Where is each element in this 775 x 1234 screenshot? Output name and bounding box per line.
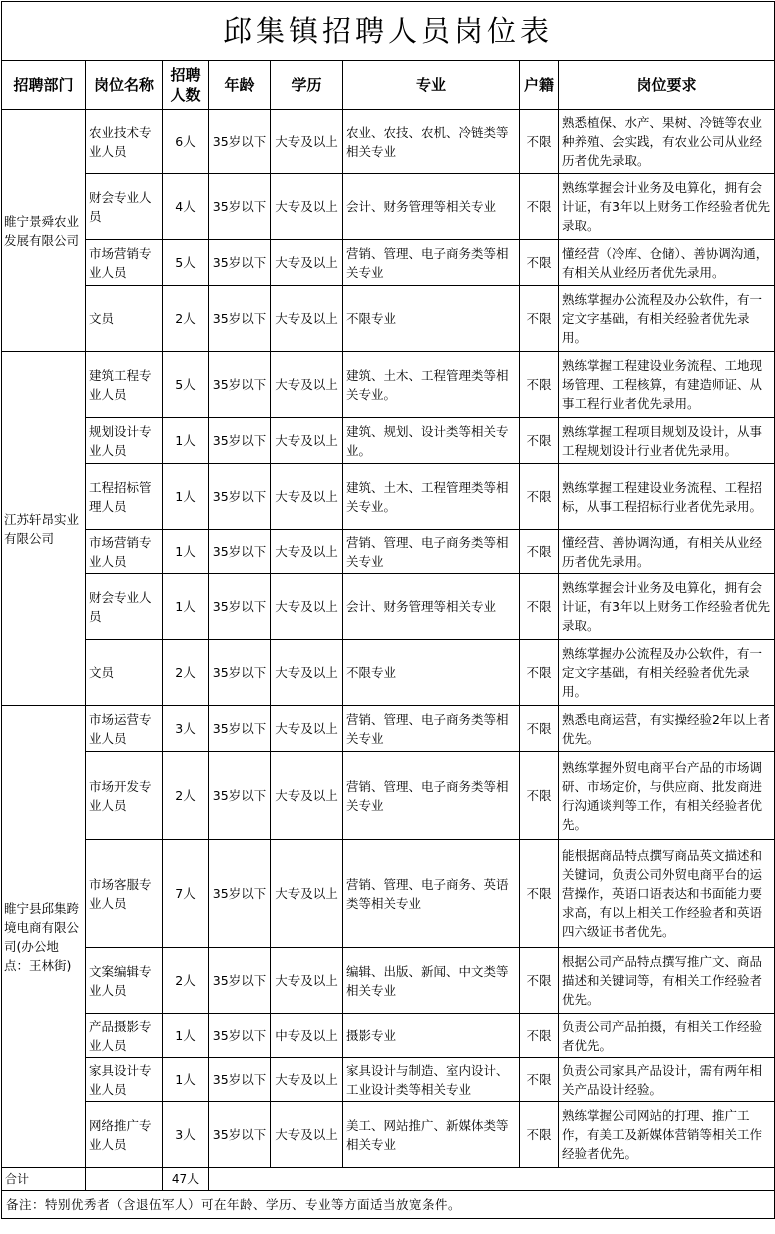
education-cell: 大专及以上 xyxy=(271,1058,343,1102)
count-cell: 2人 xyxy=(163,286,209,352)
count-cell: 3人 xyxy=(163,706,209,752)
count-cell: 6人 xyxy=(163,110,209,174)
requirement-cell: 懂经营（冷库、仓储）、善协调沟通，有相关从业经历者优先录用。 xyxy=(559,240,775,286)
hukou-cell: 不限 xyxy=(520,110,559,174)
requirement-cell: 熟练掌握外贸电商平台产品的市场调研、市场定价，与供应商、批发商进行沟通谈判等工作，有相关经验者优先。 xyxy=(559,752,775,840)
major-cell: 营销、管理、电子商务、英语类等相关专业 xyxy=(343,840,520,948)
hukou-cell: 不限 xyxy=(520,352,559,418)
table-row xyxy=(2,464,775,530)
education-cell: 大专及以上 xyxy=(271,418,343,464)
education-cell: 大专及以上 xyxy=(271,574,343,640)
education-cell: 大专及以上 xyxy=(271,752,343,840)
age-cell: 35岁以下 xyxy=(209,1102,271,1168)
age-cell: 35岁以下 xyxy=(209,352,271,418)
position-cell: 文员 xyxy=(86,286,163,352)
education-cell: 大专及以上 xyxy=(271,840,343,948)
department-name: 江苏轩昂实业有限公司 xyxy=(2,352,86,706)
hukou-cell: 不限 xyxy=(520,840,559,948)
age-cell: 35岁以下 xyxy=(209,418,271,464)
count-cell: 5人 xyxy=(163,352,209,418)
age-cell: 35岁以下 xyxy=(209,640,271,706)
age-cell: 35岁以下 xyxy=(209,530,271,574)
note-text: 备注：特别优秀者（含退伍军人）可在年龄、学历、专业等方面适当放宽条件。 xyxy=(2,1191,775,1219)
position-cell: 工程招标管理人员 xyxy=(86,464,163,530)
age-cell: 35岁以下 xyxy=(209,840,271,948)
total-label: 合计 xyxy=(2,1168,86,1191)
age-cell: 35岁以下 xyxy=(209,286,271,352)
major-cell: 不限专业 xyxy=(343,286,520,352)
table-row xyxy=(2,418,775,464)
education-cell: 大专及以上 xyxy=(271,948,343,1014)
table-row xyxy=(2,530,775,574)
requirement-cell: 熟练掌握办公流程及办公软件，有一定文字基础，有相关经验者优先录用。 xyxy=(559,286,775,352)
hukou-cell: 不限 xyxy=(520,1014,559,1058)
hukou-cell: 不限 xyxy=(520,240,559,286)
position-cell: 市场运营专业人员 xyxy=(86,706,163,752)
education-cell: 大专及以上 xyxy=(271,640,343,706)
header-dept: 招聘部门 xyxy=(2,61,86,110)
education-cell: 大专及以上 xyxy=(271,174,343,240)
position-cell: 市场营销专业人员 xyxy=(86,530,163,574)
count-cell: 2人 xyxy=(163,948,209,1014)
education-cell: 大专及以上 xyxy=(271,464,343,530)
hukou-cell: 不限 xyxy=(520,1058,559,1102)
table-row xyxy=(2,110,775,174)
education-cell: 大专及以上 xyxy=(271,706,343,752)
major-cell: 建筑、土木、工程管理类等相关专业。 xyxy=(343,464,520,530)
department-name: 睢宁景舜农业发展有限公司 xyxy=(2,110,86,352)
hukou-cell: 不限 xyxy=(520,752,559,840)
position-cell: 建筑工程专业人员 xyxy=(86,352,163,418)
position-cell: 农业技术专业人员 xyxy=(86,110,163,174)
hukou-cell: 不限 xyxy=(520,530,559,574)
hukou-cell: 不限 xyxy=(520,174,559,240)
education-cell: 大专及以上 xyxy=(271,352,343,418)
header-major: 专业 xyxy=(343,61,520,110)
table-body xyxy=(2,110,775,1168)
count-cell: 1人 xyxy=(163,1058,209,1102)
recruitment-table xyxy=(1,1,775,1219)
major-cell: 营销、管理、电子商务类等相关专业 xyxy=(343,240,520,286)
table-row xyxy=(2,286,775,352)
position-cell: 市场开发专业人员 xyxy=(86,752,163,840)
position-cell: 规划设计专业人员 xyxy=(86,418,163,464)
header-count: 招聘人数 xyxy=(163,61,209,110)
major-cell: 不限专业 xyxy=(343,640,520,706)
hukou-cell: 不限 xyxy=(520,418,559,464)
requirement-cell: 熟练掌握工程项目规划及设计，从事工程规划设计行业者优先录用。 xyxy=(559,418,775,464)
table-row xyxy=(2,574,775,640)
position-cell: 产品摄影专业人员 xyxy=(86,1014,163,1058)
total-empty xyxy=(209,1168,775,1191)
hukou-cell: 不限 xyxy=(520,1102,559,1168)
requirement-cell: 能根据商品特点撰写商品英文描述和关键词，负责公司外贸电商平台的运营操作，英语口语表达和书面能力要求高，有以上相关工作经验者和英语四六级证书者优先。 xyxy=(559,840,775,948)
major-cell: 建筑、规划、设计类等相关专业。 xyxy=(343,418,520,464)
requirement-cell: 熟练掌握工程建设业务流程、工程招标，从事工程招标行业者优先录用。 xyxy=(559,464,775,530)
major-cell: 会计、财务管理等相关专业 xyxy=(343,574,520,640)
table-row xyxy=(2,174,775,240)
header-position: 岗位名称 xyxy=(86,61,163,110)
age-cell: 35岁以下 xyxy=(209,1014,271,1058)
table-row xyxy=(2,1014,775,1058)
hukou-cell: 不限 xyxy=(520,948,559,1014)
table-row xyxy=(2,1058,775,1102)
hukou-cell: 不限 xyxy=(520,286,559,352)
page-title: 邱集镇招聘人员岗位表 xyxy=(2,2,775,61)
header-education: 学历 xyxy=(271,61,343,110)
major-cell: 摄影专业 xyxy=(343,1014,520,1058)
age-cell: 35岁以下 xyxy=(209,1058,271,1102)
count-cell: 1人 xyxy=(163,418,209,464)
count-cell: 2人 xyxy=(163,640,209,706)
position-cell: 财会专业人员 xyxy=(86,574,163,640)
age-cell: 35岁以下 xyxy=(209,110,271,174)
table-row xyxy=(2,840,775,948)
age-cell: 35岁以下 xyxy=(209,706,271,752)
education-cell: 大专及以上 xyxy=(271,110,343,174)
count-cell: 1人 xyxy=(163,1014,209,1058)
major-cell: 营销、管理、电子商务类等相关专业 xyxy=(343,752,520,840)
table-row xyxy=(2,948,775,1014)
major-cell: 美工、网站推广、新媒体类等相关专业 xyxy=(343,1102,520,1168)
hukou-cell: 不限 xyxy=(520,464,559,530)
education-cell: 大专及以上 xyxy=(271,240,343,286)
requirement-cell: 熟练掌握会计业务及电算化，拥有会计证，有3年以上财务工作经验者优先录取。 xyxy=(559,574,775,640)
age-cell: 35岁以下 xyxy=(209,464,271,530)
age-cell: 35岁以下 xyxy=(209,240,271,286)
age-cell: 35岁以下 xyxy=(209,752,271,840)
header-age: 年龄 xyxy=(209,61,271,110)
count-cell: 3人 xyxy=(163,1102,209,1168)
position-cell: 家具设计专业人员 xyxy=(86,1058,163,1102)
table-row xyxy=(2,640,775,706)
count-cell: 4人 xyxy=(163,174,209,240)
age-cell: 35岁以下 xyxy=(209,948,271,1014)
header-row xyxy=(2,61,775,110)
requirement-cell: 根据公司产品特点撰写推广文、商品描述和关键词等，有相关工作经验者优先。 xyxy=(559,948,775,1014)
total-count: 47人 xyxy=(163,1168,209,1191)
requirement-cell: 熟悉电商运营，有实操经验2年以上者优先。 xyxy=(559,706,775,752)
major-cell: 家具设计与制造、室内设计、工业设计类等相关专业 xyxy=(343,1058,520,1102)
position-cell: 网络推广专业人员 xyxy=(86,1102,163,1168)
position-cell: 市场营销专业人员 xyxy=(86,240,163,286)
hukou-cell: 不限 xyxy=(520,706,559,752)
header-requirement: 岗位要求 xyxy=(559,61,775,110)
education-cell: 中专及以上 xyxy=(271,1014,343,1058)
count-cell: 1人 xyxy=(163,464,209,530)
count-cell: 2人 xyxy=(163,752,209,840)
major-cell: 会计、财务管理等相关专业 xyxy=(343,174,520,240)
requirement-cell: 熟练掌握工程建设业务流程、工地现场管理、工程核算，有建造师证、从事工程行业者优先录用。 xyxy=(559,352,775,418)
header-hukou: 户籍 xyxy=(520,61,559,110)
education-cell: 大专及以上 xyxy=(271,530,343,574)
note-row xyxy=(2,1191,775,1219)
age-cell: 35岁以下 xyxy=(209,574,271,640)
major-cell: 编辑、出版、新闻、中文类等相关专业 xyxy=(343,948,520,1014)
requirement-cell: 负责公司家具产品设计，需有两年相关产品设计经验。 xyxy=(559,1058,775,1102)
major-cell: 建筑、土木、工程管理类等相关专业。 xyxy=(343,352,520,418)
hukou-cell: 不限 xyxy=(520,640,559,706)
department-name: 睢宁县邱集跨境电商有限公司(办公地点：王林街) xyxy=(2,706,86,1168)
count-cell: 5人 xyxy=(163,240,209,286)
requirement-cell: 熟练掌握会计业务及电算化，拥有会计证，有3年以上财务工作经验者优先录取。 xyxy=(559,174,775,240)
age-cell: 35岁以下 xyxy=(209,174,271,240)
table-row xyxy=(2,240,775,286)
hukou-cell: 不限 xyxy=(520,574,559,640)
table-row xyxy=(2,352,775,418)
position-cell: 市场客服专业人员 xyxy=(86,840,163,948)
table-row xyxy=(2,706,775,752)
total-spacer xyxy=(86,1168,163,1191)
count-cell: 1人 xyxy=(163,530,209,574)
requirement-cell: 熟练掌握办公流程及办公软件，有一定文字基础，有相关经验者优先录用。 xyxy=(559,640,775,706)
requirement-cell: 熟练掌握公司网站的打理、推广工作，有美工及新媒体营销等相关工作经验者优先。 xyxy=(559,1102,775,1168)
table-row xyxy=(2,752,775,840)
requirement-cell: 熟悉植保、水产、果树、冷链等农业种养殖、会实践，有农业公司从业经历者优先录取。 xyxy=(559,110,775,174)
position-cell: 文案编辑专业人员 xyxy=(86,948,163,1014)
position-cell: 财会专业人员 xyxy=(86,174,163,240)
education-cell: 大专及以上 xyxy=(271,1102,343,1168)
total-row xyxy=(2,1168,775,1191)
table-row xyxy=(2,1102,775,1168)
major-cell: 农业、农技、农机、冷链类等相关专业 xyxy=(343,110,520,174)
count-cell: 7人 xyxy=(163,840,209,948)
requirement-cell: 懂经营、善协调沟通，有相关从业经历者优先录用。 xyxy=(559,530,775,574)
education-cell: 大专及以上 xyxy=(271,286,343,352)
position-cell: 文员 xyxy=(86,640,163,706)
major-cell: 营销、管理、电子商务类等相关专业 xyxy=(343,706,520,752)
count-cell: 1人 xyxy=(163,574,209,640)
major-cell: 营销、管理、电子商务类等相关专业 xyxy=(343,530,520,574)
requirement-cell: 负责公司产品拍摄，有相关工作经验者优先。 xyxy=(559,1014,775,1058)
